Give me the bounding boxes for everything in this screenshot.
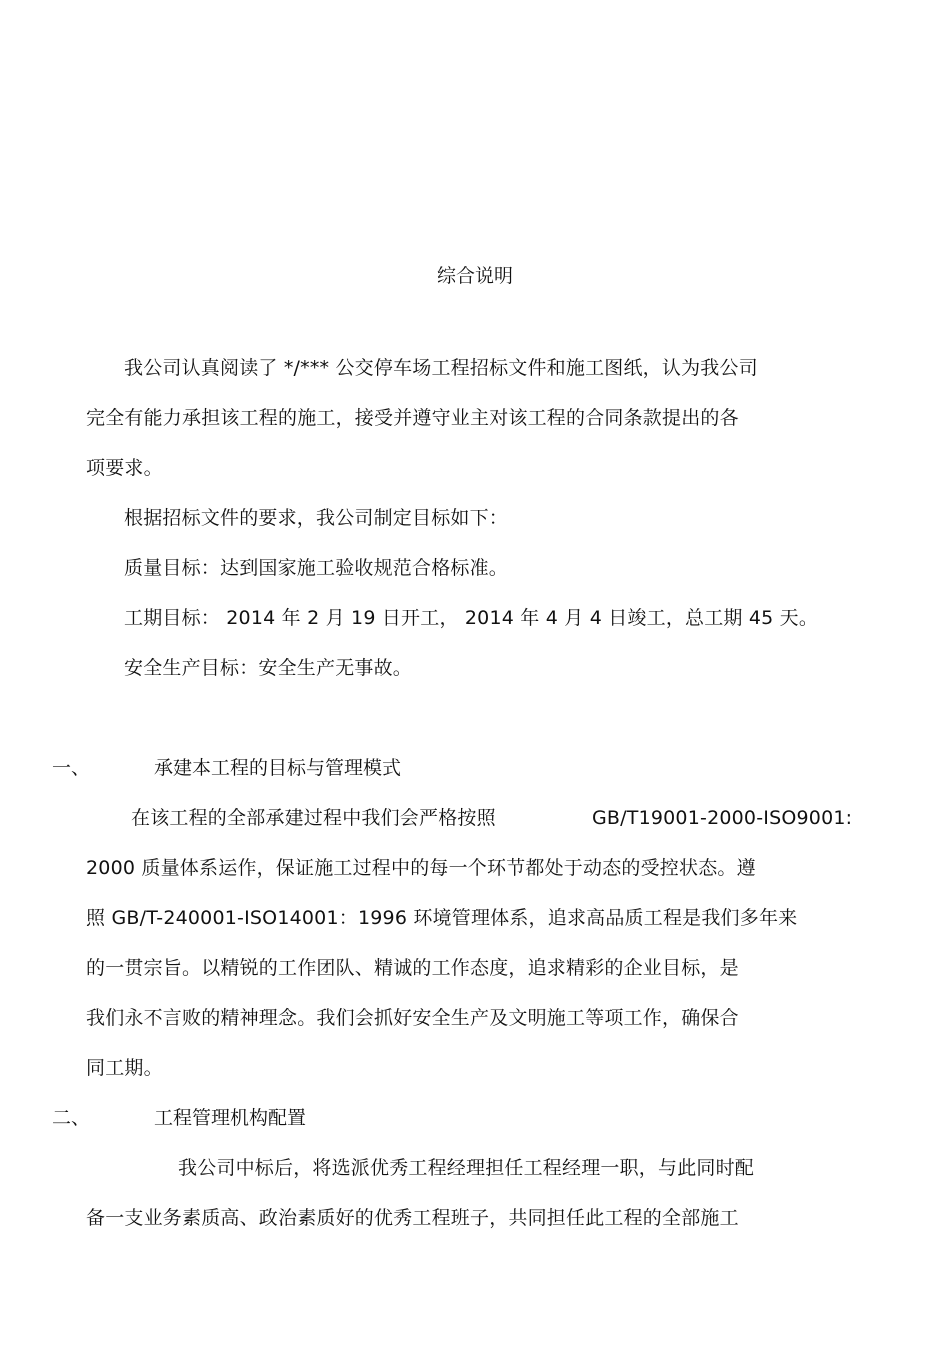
section-1-line-5: 我们永不言败的精神理念。我们会抓好安全生产及文明施工等项工作，确保合 bbox=[86, 1007, 739, 1029]
goals-intro: 根据招标文件的要求，我公司制定目标如下： bbox=[124, 507, 509, 529]
section-1-line-4: 的一贯宗旨。以精锐的工作团队、精诚的工作态度，追求精彩的企业目标，是 bbox=[86, 957, 739, 979]
section-1-line-3: 照 GB/T-240001-ISO14001：1996 环境管理体系，追求高品质工程是我们多年来 bbox=[86, 907, 798, 929]
section-2-number: 二、 bbox=[52, 1107, 91, 1129]
intro-line-2: 完全有能力承担该工程的施工，接受并遵守业主对该工程的合同条款提出的各 bbox=[86, 407, 739, 429]
section-2-line-1: 我公司中标后，将选派优秀工程经理担任工程经理一职，与此同时配 bbox=[178, 1157, 755, 1179]
section-2-line-2: 备一支业务素质高、政治素质好的优秀工程班子，共同担任此工程的全部施工 bbox=[86, 1207, 739, 1229]
document-title: 综合说明 bbox=[436, 265, 513, 287]
section-1-heading: 承建本工程的目标与管理模式 bbox=[154, 757, 402, 779]
safety-goal: 安全生产目标：安全生产无事故。 bbox=[124, 657, 413, 679]
intro-line-3: 项要求。 bbox=[86, 457, 163, 479]
intro-line-1: 我公司认真阅读了 */*** 公交停车场工程招标文件和施工图纸，认为我公司 bbox=[124, 357, 758, 379]
schedule-goal: 工期目标： 2014 年 2 月 19 日开工， 2014 年 4 月 4 日竣工，总工期 45 天。 bbox=[124, 607, 819, 629]
section-2-heading: 工程管理机构配置 bbox=[154, 1107, 307, 1129]
section-1-line-2: 2000 质量体系运作，保证施工过程中的每一个环节都处于动态的受控状态。遵 bbox=[86, 857, 756, 879]
quality-goal: 质量目标：达到国家施工验收规范合格标准。 bbox=[124, 557, 509, 579]
section-1-number: 一、 bbox=[52, 757, 91, 779]
section-1-line-1b: GB/T19001-2000-ISO9001: bbox=[592, 807, 853, 829]
section-1-line-6: 同工期。 bbox=[86, 1057, 163, 1079]
section-1-line-1a: 在该工程的全部承建过程中我们会严格按照 bbox=[131, 807, 496, 829]
